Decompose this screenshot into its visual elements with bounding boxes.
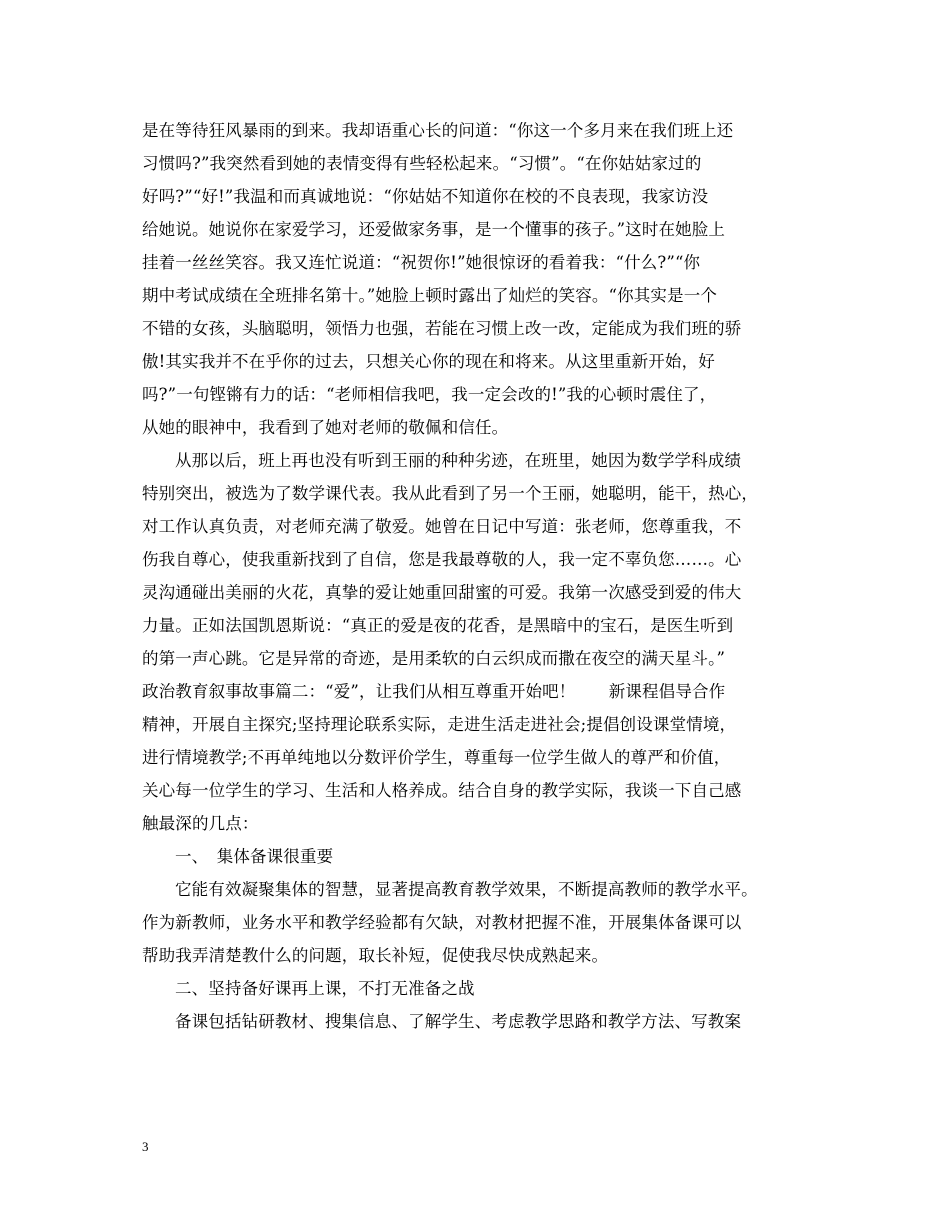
text-line: 傲!其实我并不在乎你的过去，只想关心你的现在和将来。从这里重新开始，好: [142, 352, 715, 371]
text-line: 从那以后，班上再也没有听到王丽的种种劣迹，在班里，她因为数学学科成绩: [175, 451, 742, 470]
text-line: 的第一声心跳。它是异常的奇迹，是用柔软的白云织成而撒在夜空的满天星斗。”: [142, 649, 726, 668]
text-line: 备课包括钻研教材、搜集信息、了解学生、考虑教学思路和教学方法、写教案: [175, 1012, 742, 1031]
text-line: 给她说。她说你在家爱学习，还爱做家务事，是一个懂事的孩子。”这时在她脸上: [142, 220, 726, 239]
page-number: 3: [142, 1139, 149, 1154]
text-line: 挂着一丝丝笑容。我又连忙说道：“祝贺你!”她很惊讶的看着我：“什么?”“你: [142, 253, 701, 272]
text-line: 特别突出，被选为了数学课代表。我从此看到了另一个王丽，她聪明，能干，热心，: [142, 484, 759, 503]
text-line: 吗?”一句铿锵有力的话：“老师相信我吧，我一定会改的!”我的心顿时震住了，: [142, 385, 717, 404]
text-line: 对工作认真负责，对老师充满了敬爱。她曾在日记中写道：张老师，您尊重我，不: [142, 517, 742, 536]
text-line: 不错的女孩，头脑聪明，领悟力也强，若能在习惯上改一改，定能成为我们班的骄: [142, 319, 742, 338]
text-line: 关心每一位学生的学习、生活和人格养成。结合自身的教学实际，我谈一下自己感: [142, 781, 742, 800]
text-line: 是在等待狂风暴雨的到来。我却语重心长的问道：“你这一个多月来在我们班上还: [142, 121, 734, 140]
text-line: 帮助我弄清楚教什么的问题，取长补短，促使我尽快成熟起来。: [142, 946, 609, 965]
text-line: 好吗?”“好!”我温和而真诚地说：“你姑姑不知道你在校的不良表现，我家访没: [142, 187, 709, 206]
text-line: 灵沟通碰出美丽的火花，真挚的爱让她重回甜蜜的可爱。我第一次感受到爱的伟大: [142, 583, 742, 602]
text-line: 从她的眼神中，我看到了她对老师的敬佩和信任。: [142, 418, 509, 437]
text-line: 力量。正如法国凯恩斯说：“真正的爱是夜的花香，是黑暗中的宝石，是医生听到: [142, 616, 734, 635]
text-line: 它能有效凝聚集体的智慧，显著提高教育教学效果，不断提高教师的教学水平。: [175, 880, 758, 899]
text-line: 作为新教师，业务水平和教学经验都有欠缺，对教材把握不准，开展集体备课可以: [142, 913, 742, 932]
text-line: 二、坚持备好课再上课，不打无准备之战: [175, 979, 475, 998]
text-line: 期中考试成绩在全班排名第十。”她脸上顿时露出了灿烂的笑容。“你其实是一个: [142, 286, 718, 305]
text-line: 伤我自尊心，使我重新找到了自信，您是我最尊敬的人，我一定不辜负您……。心: [142, 550, 742, 569]
text-line: 习惯吗?”我突然看到她的表情变得有些轻松起来。“习惯”。“在你姑姑家过的: [142, 154, 702, 173]
text-line: 触最深的几点：: [142, 814, 259, 833]
text-line: 精神，开展自主探究;坚持理论联系实际，走进生活走进社会;提倡创设课堂情境，: [142, 715, 737, 734]
body-text: [142, 114, 832, 1038]
text-line: 进行情境教学;不再单纯地以分数评价学生，尊重每一位学生做人的尊严和价值，: [142, 748, 731, 767]
text-line: 一、 集体备课很重要: [175, 847, 334, 866]
text-line: 政治教育叙事故事篇二：“爱”，让我们从相互尊重开始吧！ 新课程倡导合作: [142, 682, 726, 701]
